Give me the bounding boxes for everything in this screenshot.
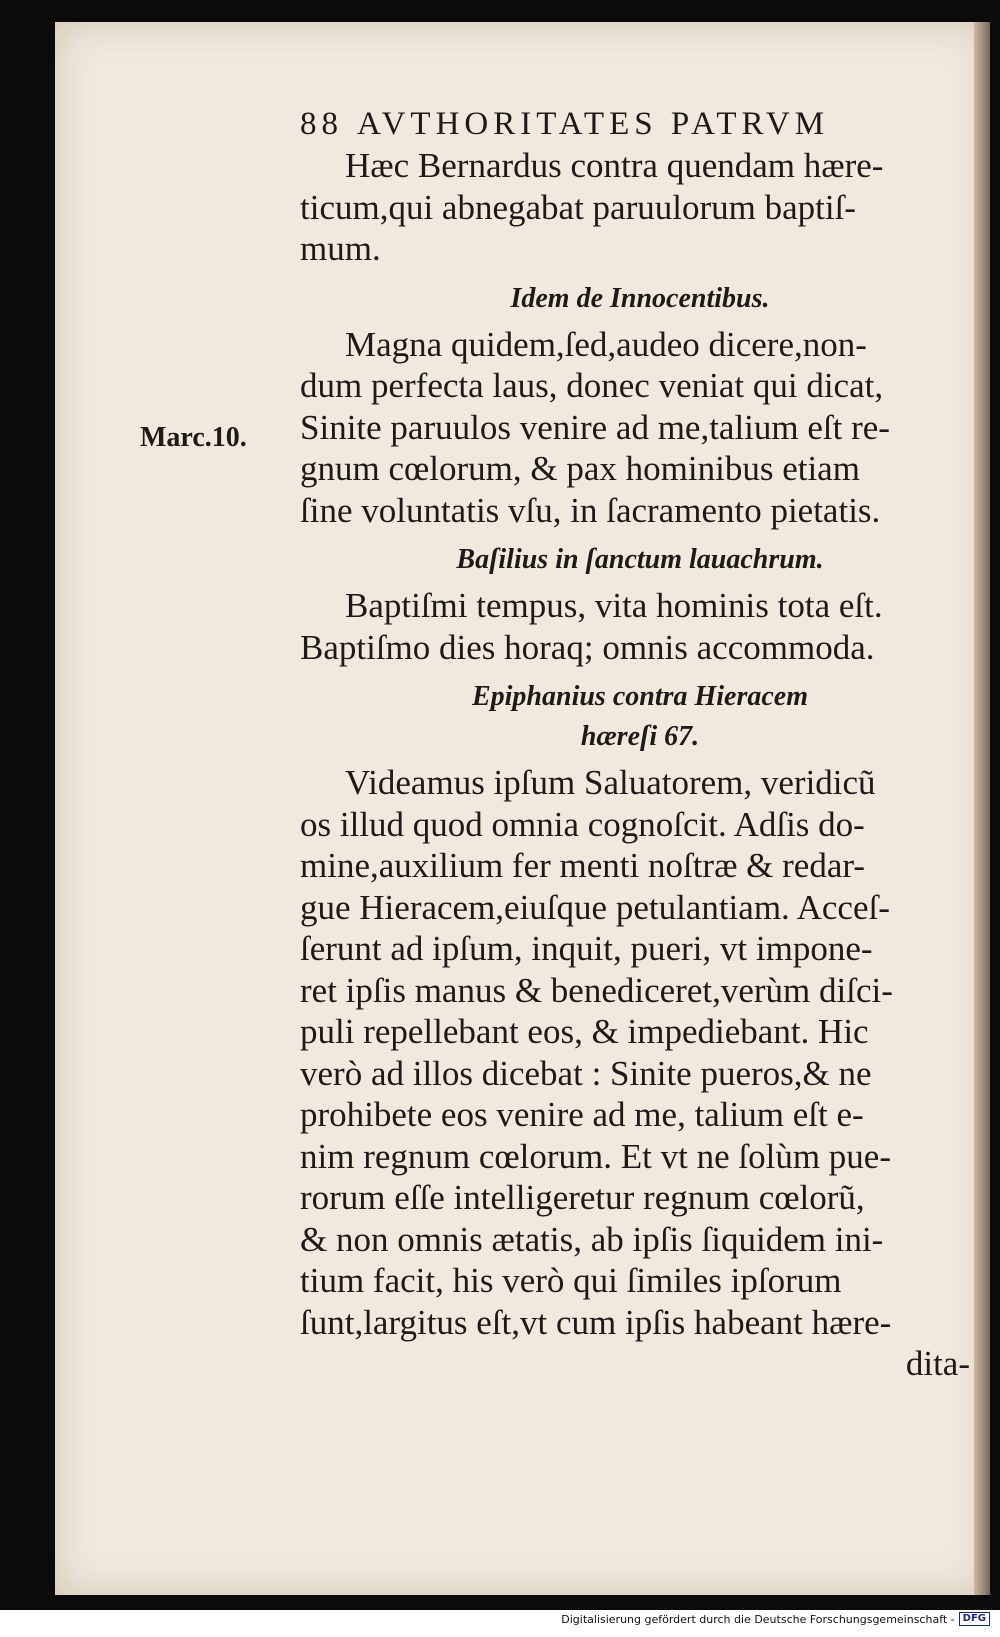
text-line: nim regnum cœlorum. Et vt ne ſolùm pue-	[300, 1136, 892, 1176]
section-heading: Baſilius in ſanctum lauachrum.	[456, 544, 824, 575]
section-heading-continued: hæreſi 67.	[580, 721, 700, 752]
text-line: verò ad illos dicebat : Sinite pueros,& ne	[300, 1053, 872, 1093]
text-line: os illud quod omnia cognoſcit. Adſis do-	[300, 804, 865, 844]
text-line: ticum,qui abnegabat paruulorum baptiſ-	[300, 187, 856, 227]
catchword: dita-	[905, 1344, 970, 1383]
text-line: dum perfecta laus, donec veniat qui dicat,	[300, 366, 884, 405]
section-heading: Epiphanius contra Hieracem	[471, 681, 809, 712]
text-line: & non omnis ætatis, ab ipſis ſiquidem ini-	[300, 1219, 884, 1259]
footer-credit: Digitalisierung gefördert durch die Deutsche Forschungsgemeinschaft -	[561, 1612, 955, 1626]
text-line: Hæc Bernardus contra quendam hære-	[345, 146, 884, 185]
text-line: Baptiſmi tempus, vita hominis tota eſt.	[345, 586, 883, 625]
text-line: Baptiſmo dies horaq; omnis accommoda.	[300, 627, 875, 667]
text-line: gue Hieracem,eiuſque petulantiam. Acceſ-	[300, 887, 890, 927]
margin-note: Marc.10.	[140, 422, 247, 453]
running-head-title: AVTHORITATES PATRVM	[357, 106, 830, 142]
text-line: tium facit, his verò qui ſimiles ipſorum	[300, 1261, 842, 1300]
text-line: Sinite paruulos venire ad me,talium eſt re-	[300, 407, 890, 447]
text-line: ſine voluntatis vſu, in ſacramento pietatis.	[300, 490, 881, 530]
dfg-logo: DFG	[959, 1612, 990, 1626]
text-line: Magna quidem,ſed,audeo dicere,non-	[345, 324, 867, 364]
digitization-footer	[561, 1612, 990, 1626]
text-line: ſerunt ad ipſum, inquit, pueri, vt impone-	[300, 929, 873, 968]
text-line: ret ipſis manus & benediceret,verùm diſci-	[300, 970, 893, 1010]
text-line: rorum eſſe intelligeretur regnum cœlorũ,	[300, 1178, 865, 1217]
text-line: mum.	[300, 229, 381, 268]
section-heading: Idem de Innocentibus.	[510, 282, 770, 314]
running-header	[300, 103, 980, 145]
text-line: Videamus ipſum Saluatorem, veridicũ	[345, 763, 876, 802]
page-number: 88	[300, 106, 343, 142]
text-line: mine,auxilium fer menti noſtræ & redar-	[300, 846, 865, 885]
text-line: ſunt,largitus eſt,vt cum ipſis habeant hære-	[300, 1302, 892, 1342]
text-line: prohibete eos venire ad me, talium eſt e-	[300, 1095, 864, 1134]
text-line: gnum cœlorum, & pax hominibus etiam	[300, 449, 860, 488]
page-text	[300, 103, 980, 1385]
text-line: puli repellebant eos, & impediebant. Hic	[300, 1012, 869, 1051]
